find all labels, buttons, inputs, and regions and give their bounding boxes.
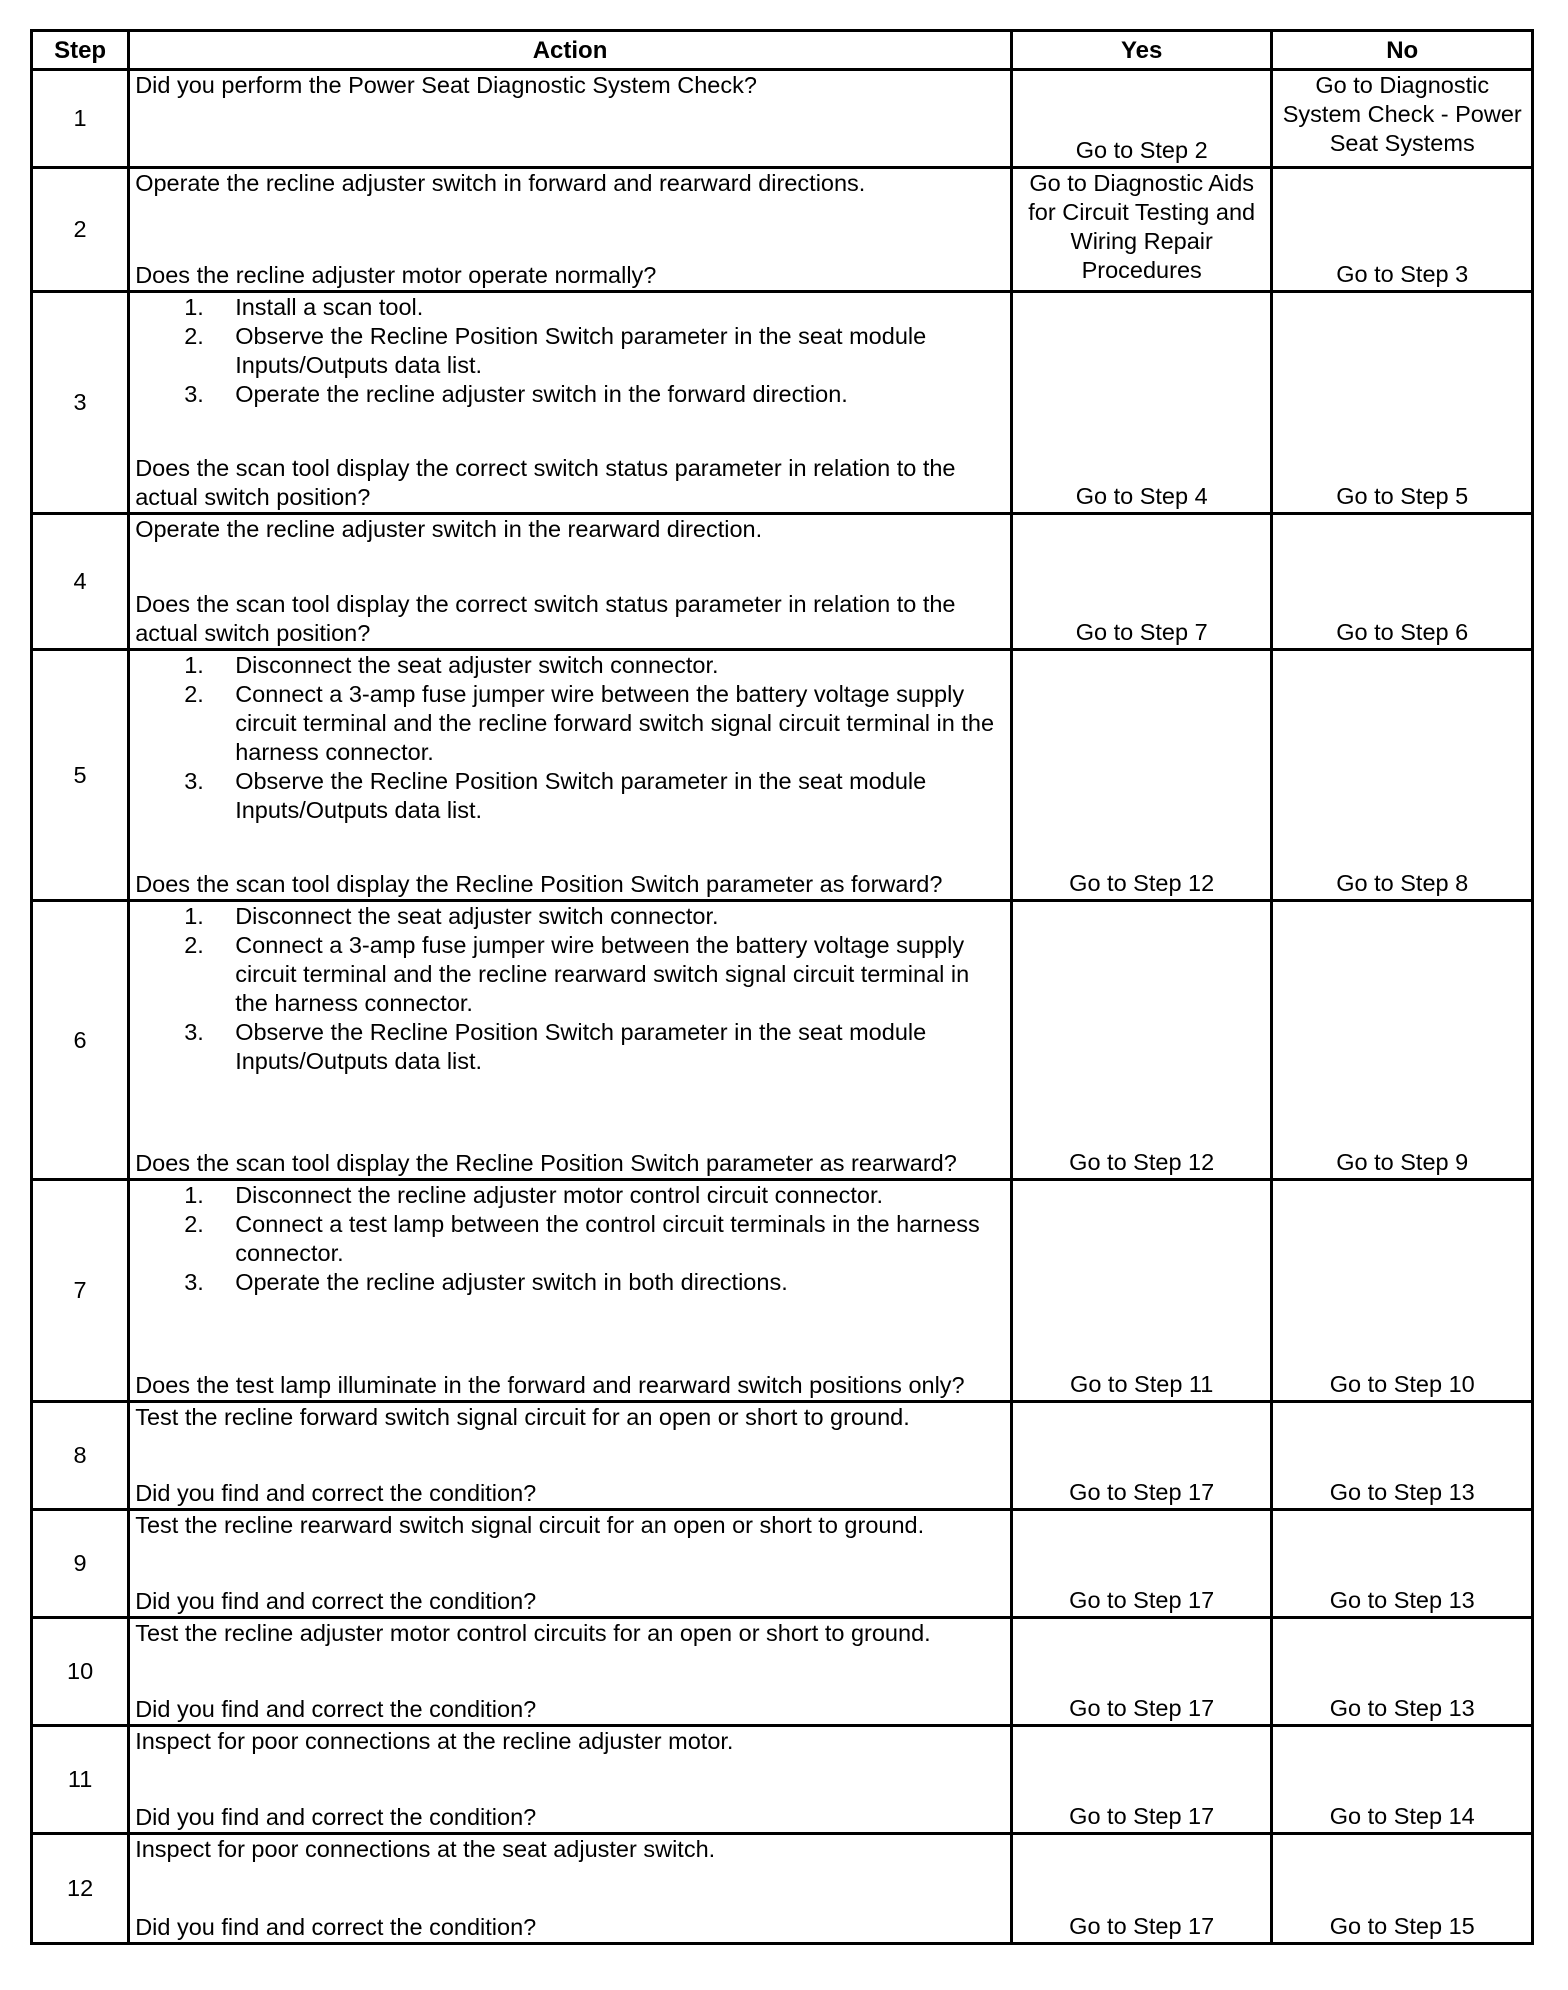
action-cell: [129, 292, 1012, 514]
action-cell: [129, 1618, 1012, 1726]
step-number: 9: [32, 1510, 129, 1618]
action-content: [135, 1181, 1006, 1400]
list-item-number: 2.: [184, 932, 204, 958]
action-content: [135, 169, 1006, 290]
table-row: [32, 1510, 1533, 1618]
action-steps-list: [135, 902, 1006, 1076]
step-number: 6: [32, 901, 129, 1180]
table-row: [32, 514, 1533, 650]
action-content: [135, 1835, 1006, 1942]
list-item-text: Connect a 3-amp fuse jumper wire between the battery voltage supply circuit terminal and the recline forward switch signal circuit terminal in the harness connector.: [235, 681, 995, 765]
action-cell: [129, 1834, 1012, 1944]
yes-result: Go to Step 17: [1011, 1834, 1272, 1944]
action-question: Did you perform the Power Seat Diagnostic System Check?: [135, 72, 757, 98]
action-cell: [129, 168, 1012, 292]
header-step: Step: [32, 31, 129, 70]
action-instruction: Operate the recline adjuster switch in forward and rearward directions.: [135, 170, 866, 196]
list-item-text: Observe the Recline Position Switch parameter in the seat module Inputs/Outputs data list.: [235, 1019, 927, 1074]
list-item: [135, 931, 1006, 1018]
list-item-text: Operate the recline adjuster switch in the forward direction.: [235, 381, 848, 407]
action-top: [135, 651, 1006, 825]
list-item-text: Connect a 3-amp fuse jumper wire between the battery voltage supply circuit terminal and the recline rearward switch signal circuit terminal in the harness connector.: [235, 932, 970, 1016]
yes-result: Go to Step 17: [1011, 1402, 1272, 1510]
action-top: [135, 1403, 1006, 1432]
action-instruction: Test the recline adjuster motor control circuits for an open or short to ground.: [135, 1620, 931, 1646]
list-item-number: 2.: [184, 323, 204, 349]
diagnostic-table: [30, 29, 1534, 1945]
list-item-text: Connect a test lamp between the control circuit terminals in the harness connector.: [235, 1211, 980, 1266]
action-top: [135, 515, 1006, 544]
header-no: No: [1272, 31, 1533, 70]
action-top: [135, 1835, 1006, 1864]
action-cell: [129, 650, 1012, 901]
action-cell: [129, 1726, 1012, 1834]
action-steps-list: [135, 1181, 1006, 1297]
action-top: [135, 1619, 1006, 1648]
action-top: [135, 1181, 1006, 1297]
action-top: [135, 1511, 1006, 1540]
action-question: Did you find and correct the condition?: [135, 1696, 537, 1722]
no-result: Go to Step 14: [1272, 1726, 1533, 1834]
action-instruction: Test the recline rearward switch signal circuit for an open or short to ground.: [135, 1512, 925, 1538]
action-cell: [129, 514, 1012, 650]
list-item: [135, 767, 1006, 825]
action-content: [135, 71, 1006, 166]
no-result: Go to Step 13: [1272, 1618, 1533, 1726]
step-number: 12: [32, 1834, 129, 1944]
action-question: Did you find and correct the condition?: [135, 1914, 537, 1940]
yes-result: Go to Diagnostic Aids for Circuit Testing and Wiring Repair Procedures: [1011, 168, 1272, 292]
action-steps-list: [135, 293, 1006, 409]
list-item-number: 3.: [184, 1019, 204, 1045]
action-question: Did you find and correct the condition?: [135, 1588, 537, 1614]
action-cell: [129, 70, 1012, 168]
no-result: Go to Step 6: [1272, 514, 1533, 650]
yes-result: Go to Step 17: [1011, 1726, 1272, 1834]
action-question: Does the scan tool display the correct switch status parameter in relation to the actual switch position?: [135, 591, 956, 646]
yes-result: Go to Step 17: [1011, 1510, 1272, 1618]
list-item: [135, 293, 1006, 322]
action-cell: [129, 1510, 1012, 1618]
action-instruction: Operate the recline adjuster switch in the rearward direction.: [135, 516, 763, 542]
action-content: [135, 1619, 1006, 1724]
list-item: [135, 1018, 1006, 1076]
action-instruction: Inspect for poor connections at the recline adjuster motor.: [135, 1728, 734, 1754]
list-item: [135, 1268, 1006, 1297]
action-cell: [129, 1180, 1012, 1402]
list-item-text: Operate the recline adjuster switch in both directions.: [235, 1269, 788, 1295]
action-content: [135, 651, 1006, 899]
no-result: Go to Step 5: [1272, 292, 1533, 514]
list-item-text: Disconnect the seat adjuster switch connector.: [235, 652, 719, 678]
action-question: Does the recline adjuster motor operate normally?: [135, 262, 657, 288]
no-result: Go to Step 8: [1272, 650, 1533, 901]
yes-result: Go to Step 4: [1011, 292, 1272, 514]
list-item: [135, 651, 1006, 680]
list-item-number: 3.: [184, 768, 204, 794]
yes-result: Go to Step 11: [1011, 1180, 1272, 1402]
table-row: [32, 1834, 1533, 1944]
action-question: Does the scan tool display the correct switch status parameter in relation to the actual switch position?: [135, 455, 956, 510]
table-body: [32, 70, 1533, 1944]
no-result: Go to Step 9: [1272, 901, 1533, 1180]
table-row: [32, 168, 1533, 292]
action-question: Did you find and correct the condition?: [135, 1804, 537, 1830]
action-content: [135, 515, 1006, 648]
step-number: 10: [32, 1618, 129, 1726]
no-result: Go to Step 13: [1272, 1510, 1533, 1618]
no-result: Go to Step 3: [1272, 168, 1533, 292]
list-item: [135, 1181, 1006, 1210]
action-top: [135, 169, 1006, 198]
step-number: 8: [32, 1402, 129, 1510]
list-item-text: Disconnect the seat adjuster switch connector.: [235, 903, 719, 929]
list-item-number: 1.: [184, 294, 204, 320]
table-row: [32, 1402, 1533, 1510]
step-number: 11: [32, 1726, 129, 1834]
list-item-number: 1.: [184, 1182, 204, 1208]
list-item-text: Install a scan tool.: [235, 294, 424, 320]
action-question: Does the scan tool display the Recline Position Switch parameter as forward?: [135, 871, 943, 897]
list-item: [135, 680, 1006, 767]
action-content: [135, 1403, 1006, 1508]
action-cell: [129, 901, 1012, 1180]
action-content: [135, 1727, 1006, 1832]
action-content: [135, 902, 1006, 1178]
step-number: 1: [32, 70, 129, 168]
action-question: Did you find and correct the condition?: [135, 1480, 537, 1506]
action-top: [135, 1727, 1006, 1756]
table-row: [32, 1180, 1533, 1402]
yes-result: Go to Step 12: [1011, 901, 1272, 1180]
list-item-number: 1.: [184, 652, 204, 678]
action-top: [135, 293, 1006, 409]
list-item-number: 3.: [184, 381, 204, 407]
list-item-number: 2.: [184, 1211, 204, 1237]
table-row: [32, 70, 1533, 168]
list-item: [135, 1210, 1006, 1268]
no-result: Go to Diagnostic System Check - Power Seat Systems: [1272, 70, 1533, 168]
header-row: [32, 31, 1533, 70]
action-top: [135, 902, 1006, 1076]
action-question: Does the test lamp illuminate in the forward and rearward switch positions only?: [135, 1372, 965, 1398]
list-item-number: 2.: [184, 681, 204, 707]
step-number: 2: [32, 168, 129, 292]
table-row: [32, 1618, 1533, 1726]
yes-result: Go to Step 2: [1011, 70, 1272, 168]
list-item: [135, 902, 1006, 931]
list-item-number: 3.: [184, 1269, 204, 1295]
step-number: 5: [32, 650, 129, 901]
no-result: Go to Step 15: [1272, 1834, 1533, 1944]
list-item-text: Observe the Recline Position Switch parameter in the seat module Inputs/Outputs data list.: [235, 323, 927, 378]
header-action: Action: [129, 31, 1012, 70]
list-item: [135, 380, 1006, 409]
action-content: [135, 1511, 1006, 1616]
header-yes: Yes: [1011, 31, 1272, 70]
step-number: 3: [32, 292, 129, 514]
table-row: [32, 292, 1533, 514]
table-row: [32, 901, 1533, 1180]
yes-result: Go to Step 12: [1011, 650, 1272, 901]
action-steps-list: [135, 651, 1006, 825]
step-number: 4: [32, 514, 129, 650]
list-item-number: 1.: [184, 903, 204, 929]
action-cell: [129, 1402, 1012, 1510]
step-number: 7: [32, 1180, 129, 1402]
list-item-text: Disconnect the recline adjuster motor control circuit connector.: [235, 1182, 884, 1208]
table-row: [32, 1726, 1533, 1834]
action-instruction: Test the recline forward switch signal circuit for an open or short to ground.: [135, 1404, 910, 1430]
no-result: Go to Step 10: [1272, 1180, 1533, 1402]
action-content: [135, 293, 1006, 512]
list-item-text: Observe the Recline Position Switch parameter in the seat module Inputs/Outputs data list.: [235, 768, 927, 823]
action-question: Does the scan tool display the Recline Position Switch parameter as rearward?: [135, 1150, 957, 1176]
list-item: [135, 322, 1006, 380]
yes-result: Go to Step 7: [1011, 514, 1272, 650]
table-row: [32, 650, 1533, 901]
yes-result: Go to Step 17: [1011, 1618, 1272, 1726]
action-instruction: Inspect for poor connections at the seat adjuster switch.: [135, 1836, 716, 1862]
no-result: Go to Step 13: [1272, 1402, 1533, 1510]
